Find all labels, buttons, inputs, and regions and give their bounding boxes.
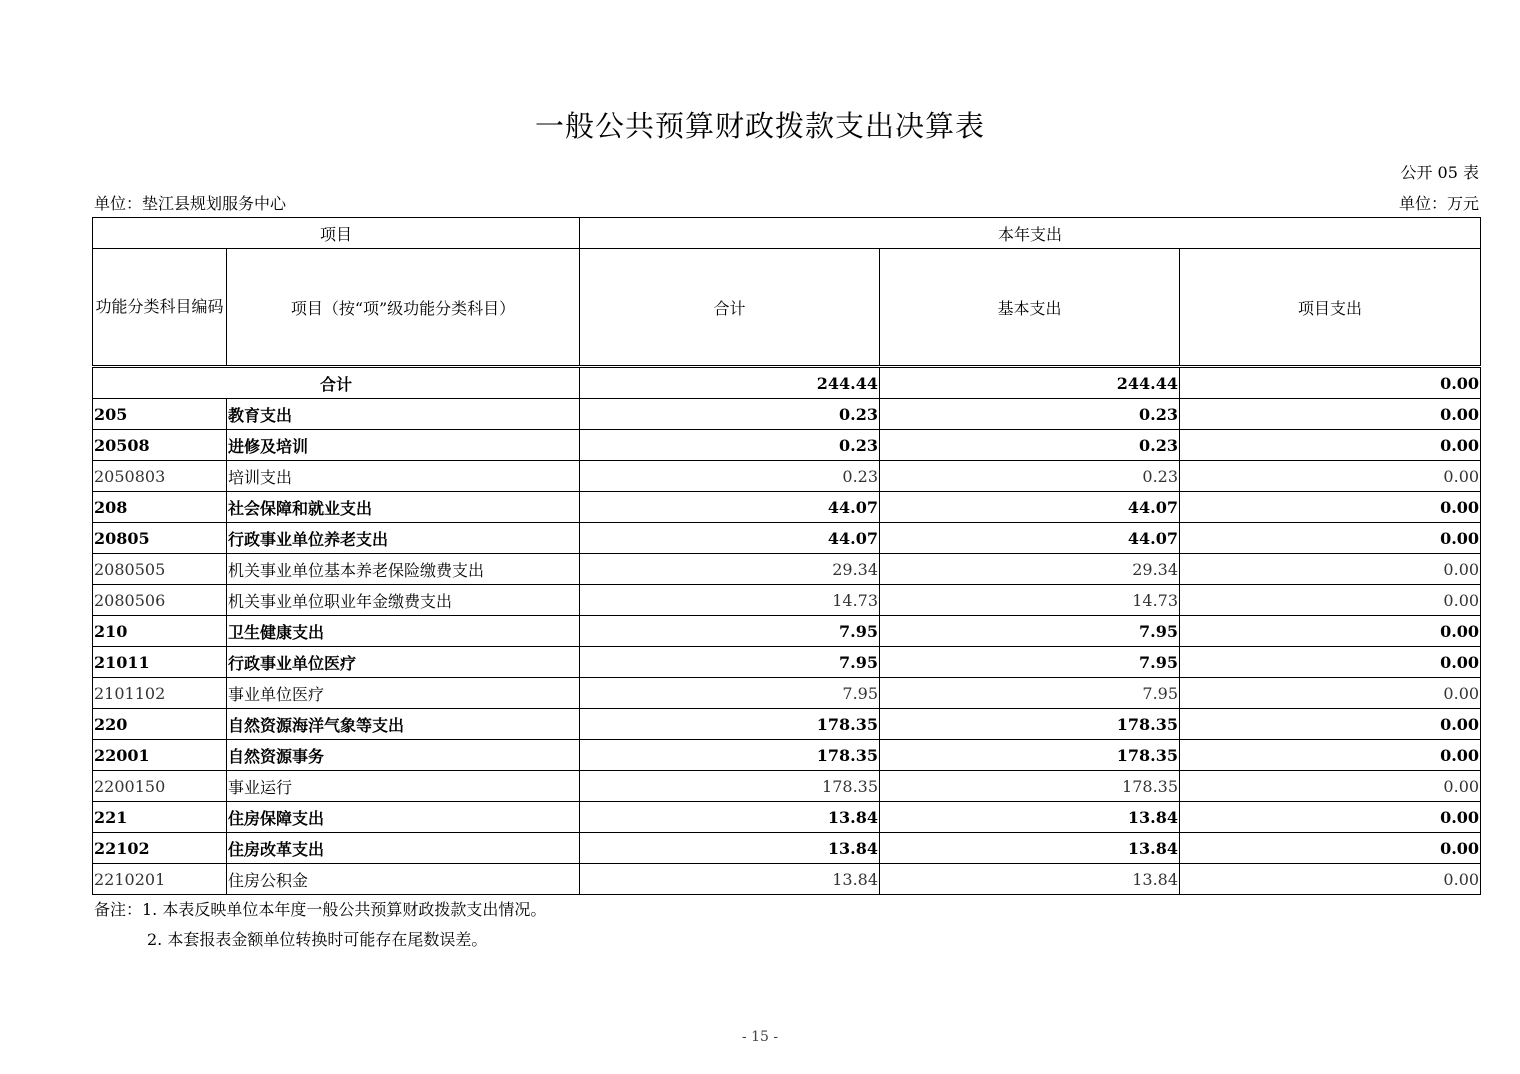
row-code: 20805 <box>93 523 227 554</box>
row-basic: 44.07 <box>880 523 1180 554</box>
table-row <box>93 678 1481 709</box>
row-basic: 178.35 <box>880 740 1180 771</box>
row-project: 0.00 <box>1180 461 1481 492</box>
row-item-name: 机关事业单位基本养老保险缴费支出 <box>227 554 580 585</box>
row-code: 20508 <box>93 430 227 461</box>
row-code: 2050803 <box>93 461 227 492</box>
row-project: 0.00 <box>1180 523 1481 554</box>
row-code: 221 <box>93 802 227 833</box>
header-basic: 基本支出 <box>880 249 1180 367</box>
row-item-name: 机关事业单位职业年金缴费支出 <box>227 585 580 616</box>
row-basic: 13.84 <box>880 833 1180 864</box>
row-project: 0.00 <box>1180 647 1481 678</box>
row-item-name: 住房改革支出 <box>227 833 580 864</box>
row-project: 0.00 <box>1180 430 1481 461</box>
row-project: 0.00 <box>1180 616 1481 647</box>
page-title: 一般公共预算财政拨款支出决算表 <box>534 109 985 143</box>
row-code: 2210201 <box>93 864 227 895</box>
header-row-1 <box>93 218 1481 249</box>
header-row-2 <box>93 249 1481 367</box>
row-code: 2200150 <box>93 771 227 802</box>
row-basic: 29.34 <box>880 554 1180 585</box>
table-row <box>93 523 1481 554</box>
row-total: 178.35 <box>580 771 880 802</box>
row-item-name: 培训支出 <box>227 461 580 492</box>
row-item-name: 自然资源海洋气象等支出 <box>227 709 580 740</box>
row-item-name: 自然资源事务 <box>227 740 580 771</box>
table-row <box>93 430 1481 461</box>
row-basic: 0.23 <box>880 399 1180 430</box>
row-code: 2080506 <box>93 585 227 616</box>
row-project: 0.00 <box>1180 833 1481 864</box>
row-total: 7.95 <box>580 647 880 678</box>
row-total: 13.84 <box>580 864 880 895</box>
row-total: 0.23 <box>580 461 880 492</box>
table-row <box>93 585 1481 616</box>
table-row <box>93 554 1481 585</box>
row-basic: 178.35 <box>880 771 1180 802</box>
row-total: 0.23 <box>580 399 880 430</box>
note-line-2: 2. 本套报表金额单位转换时可能存在尾数误差。 <box>147 930 488 949</box>
total-row <box>93 367 1481 399</box>
expenditure-table <box>92 217 1481 895</box>
header-item-name: 项目（按“项”级功能分类科目） <box>227 249 580 367</box>
row-project: 0.00 <box>1180 864 1481 895</box>
row-total: 178.35 <box>580 709 880 740</box>
row-total: 7.95 <box>580 678 880 709</box>
row-project: 0.00 <box>1180 771 1481 802</box>
row-basic: 178.35 <box>880 709 1180 740</box>
table-row <box>93 616 1481 647</box>
row-item-name: 行政事业单位医疗 <box>227 647 580 678</box>
row-total: 178.35 <box>580 740 880 771</box>
notes <box>94 895 546 955</box>
row-total: 44.07 <box>580 523 880 554</box>
row-project: 0.00 <box>1180 554 1481 585</box>
row-basic: 44.07 <box>880 492 1180 523</box>
table-row <box>93 399 1481 430</box>
row-code: 2080505 <box>93 554 227 585</box>
row-code: 220 <box>93 709 227 740</box>
row-project: 0.00 <box>1180 399 1481 430</box>
row-basic: 13.84 <box>880 864 1180 895</box>
form-number: 公开 05 表 <box>1400 163 1479 182</box>
header-current-year: 本年支出 <box>580 218 1481 249</box>
note-line-1: 备注：1. 本表反映单位本年度一般公共预算财政拨款支出情况。 <box>94 900 547 919</box>
row-code: 205 <box>93 399 227 430</box>
row-item-name: 住房保障支出 <box>227 802 580 833</box>
row-item-name: 事业单位医疗 <box>227 678 580 709</box>
row-item-name: 住房公积金 <box>227 864 580 895</box>
row-code: 22001 <box>93 740 227 771</box>
row-item-name: 教育支出 <box>227 399 580 430</box>
table-row <box>93 461 1481 492</box>
total-sum: 244.44 <box>580 367 880 399</box>
row-basic: 0.23 <box>880 461 1180 492</box>
row-project: 0.00 <box>1180 585 1481 616</box>
row-total: 13.84 <box>580 833 880 864</box>
row-project: 0.00 <box>1180 709 1481 740</box>
row-item-name: 进修及培训 <box>227 430 580 461</box>
row-item-name: 社会保障和就业支出 <box>227 492 580 523</box>
row-total: 7.95 <box>580 616 880 647</box>
row-basic: 14.73 <box>880 585 1180 616</box>
row-item-name: 行政事业单位养老支出 <box>227 523 580 554</box>
row-project: 0.00 <box>1180 492 1481 523</box>
table-row <box>93 647 1481 678</box>
row-project: 0.00 <box>1180 678 1481 709</box>
row-code: 210 <box>93 616 227 647</box>
table-row <box>93 492 1481 523</box>
row-project: 0.00 <box>1180 740 1481 771</box>
row-total: 44.07 <box>580 492 880 523</box>
row-basic: 7.95 <box>880 616 1180 647</box>
row-item-name: 事业运行 <box>227 771 580 802</box>
table-row <box>93 771 1481 802</box>
total-project: 0.00 <box>1180 367 1481 399</box>
table-row <box>93 864 1481 895</box>
header-project: 项目 <box>93 218 580 249</box>
row-basic: 0.23 <box>880 430 1180 461</box>
row-project: 0.00 <box>1180 802 1481 833</box>
row-total: 29.34 <box>580 554 880 585</box>
table-row <box>93 709 1481 740</box>
total-label: 合计 <box>93 367 580 399</box>
row-basic: 7.95 <box>880 678 1180 709</box>
row-item-name: 卫生健康支出 <box>227 616 580 647</box>
header-total: 合计 <box>580 249 880 367</box>
total-basic: 244.44 <box>880 367 1180 399</box>
row-total: 14.73 <box>580 585 880 616</box>
row-code: 22102 <box>93 833 227 864</box>
row-total: 13.84 <box>580 802 880 833</box>
header-code: 功能分类科目编码 <box>93 249 227 367</box>
row-basic: 7.95 <box>880 647 1180 678</box>
row-total: 0.23 <box>580 430 880 461</box>
row-code: 21011 <box>93 647 227 678</box>
header-project-exp: 项目支出 <box>1180 249 1481 367</box>
row-code: 208 <box>93 492 227 523</box>
page-number: - 15 - <box>741 1029 779 1045</box>
currency-unit: 单位：万元 <box>1398 194 1479 213</box>
row-code: 2101102 <box>93 678 227 709</box>
table-row <box>93 740 1481 771</box>
table-row <box>93 802 1481 833</box>
row-basic: 13.84 <box>880 802 1180 833</box>
table-row <box>93 833 1481 864</box>
organization-unit: 单位：垫江县规划服务中心 <box>94 194 287 213</box>
